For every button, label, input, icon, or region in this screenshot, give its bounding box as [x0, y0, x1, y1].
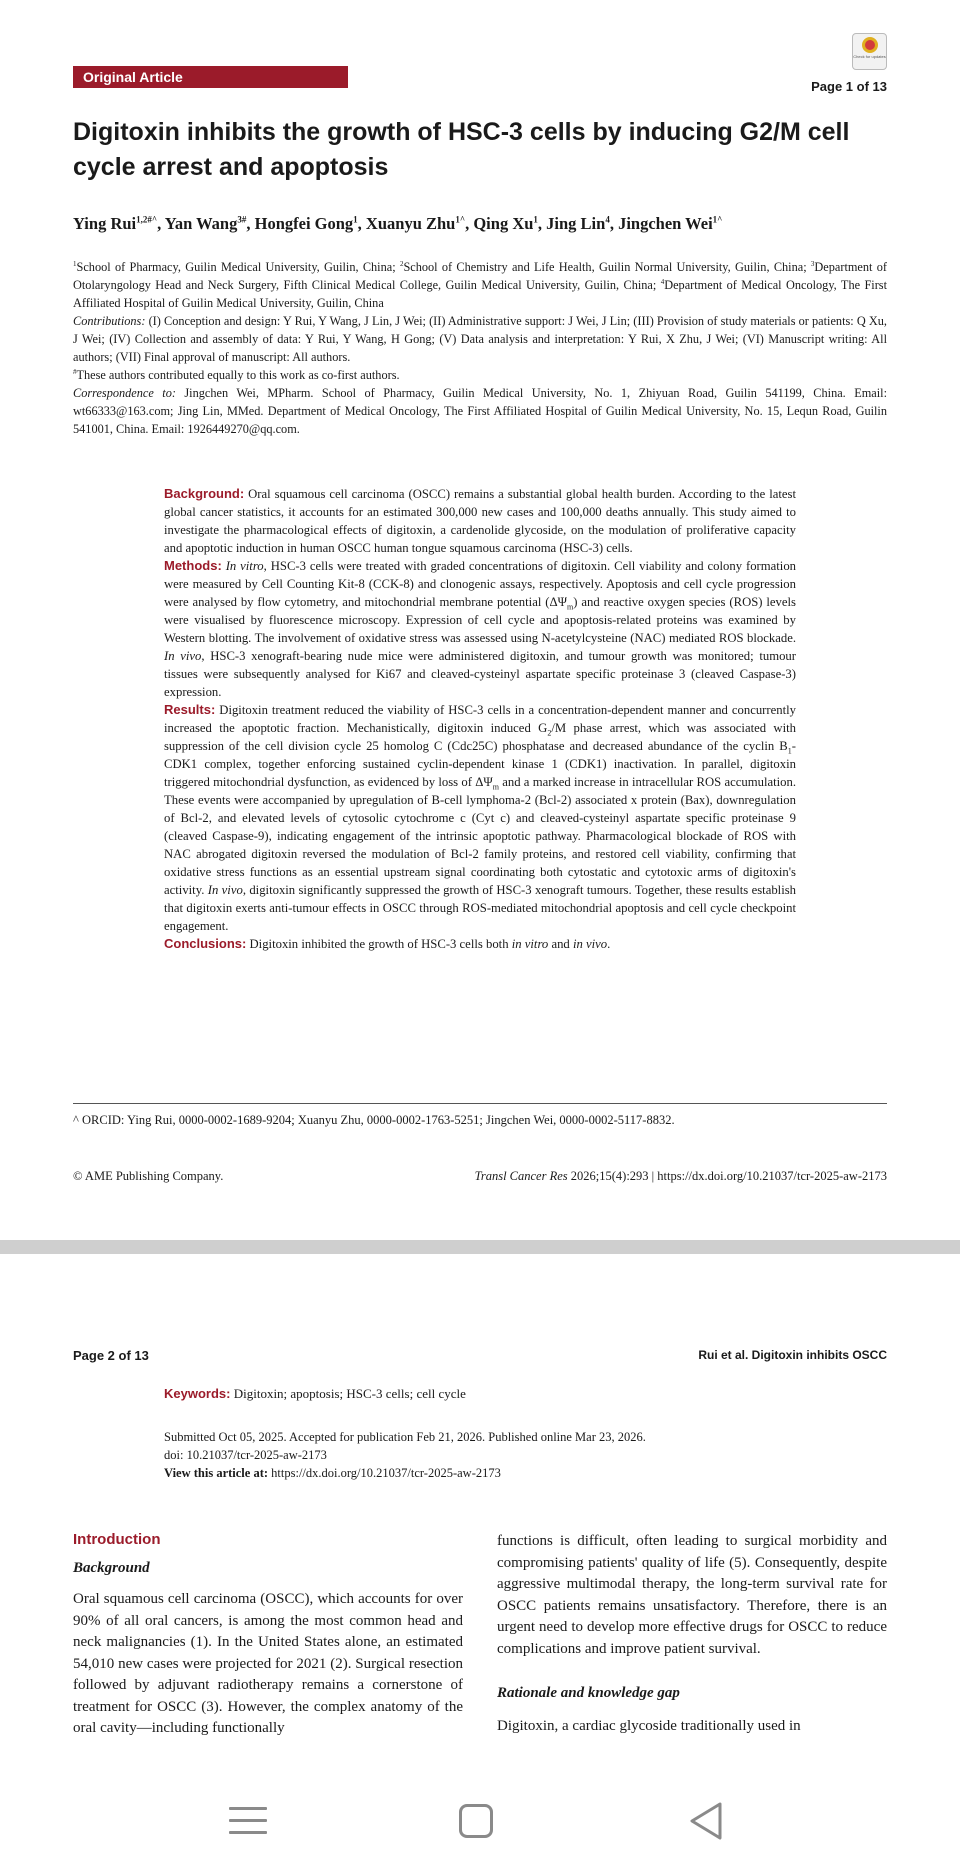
author-list: Ying Rui$^{1,2\#\^{}}$, Yan Wang$^{3\#}$, Hongfei Gong$^1$, Xuanyu Zhu$^{1\^{}}$, Qing Xu$^1$, Jing Lin$^4$, Jingchen Wei$^{1\^{}}$	[73, 214, 723, 233]
copyright-footer: © AME Publishing Company.	[73, 1169, 224, 1183]
view-article-link[interactable]: View this article at: https://dx.doi.org/10.21037/tcr-2025-aw-2173	[164, 1466, 501, 1480]
submission-dates: Submitted Oct 05, 2025. Accepted for publication Feb 21, 2026. Published online Mar 23, 2026.	[164, 1430, 646, 1444]
body-paragraph: Digitoxin, a cardiac glycoside traditionally used in	[497, 1718, 801, 1734]
body-column-left	[73, 1529, 463, 1740]
doi: doi: 10.21037/tcr-2025-aw-2173	[164, 1448, 327, 1462]
abstract	[164, 485, 796, 953]
author: Ying Rui	[73, 214, 137, 233]
author: Yan Wang	[164, 214, 238, 233]
citation-footer: Transl Cancer Res 2026;15(4):293 | https://dx.doi.org/10.21037/tcr-2025-aw-2173	[474, 1169, 887, 1183]
home-icon	[459, 1804, 493, 1838]
body-column-right	[497, 1531, 887, 1738]
contributions: Contributions: (I) Conception and design: Y Rui, Y Wang, J Lin, J Wei; (II) Administrative support: J Wei, J Lin; (III) Provision of study materials or patients: Q Xu, J Wei; (IV) Collection and assembly of data: Y Rui, Y Wang, H Gong; (V) Data analysis and interpretation: Y Rui, X Zhu, J Wei; (VI) Manuscript writing: All authors; (VII) Final approval of manuscript: All authors.	[73, 314, 887, 364]
section-heading: Introduction	[73, 1531, 161, 1548]
subsection-heading: Rationale and knowledge gap	[497, 1685, 680, 1701]
back-icon	[686, 1800, 726, 1842]
author: Qing Xu	[473, 214, 534, 233]
article-title: Digitoxin inhibits the growth of HSC-3 cells by inducing G2/M cell cycle arrest and apoptosis	[73, 118, 850, 181]
abstract-conclusions: Conclusions: Digitoxin inhibited the growth of HSC-3 cells both in vitro and in vivo.	[164, 936, 611, 951]
abstract-background: Background: Oral squamous cell carcinoma (OSCC) remains a substantial global health burden. According to the latest global cancer statistics, it accounts for an estimated 300,000 new cases and 100,000 deaths annually. This study aimed to investigate the pharmacological effects of digitoxin, a cardenolide glycoside, on the modulation of proliferative capacity and apoptotic induction in human OSCC human tongue squamous carcinoma (HSC-3) cells.	[164, 486, 796, 555]
page-number: Page 2 of 13	[73, 1348, 149, 1363]
system-navigation-bar	[0, 1774, 960, 1869]
keywords: Keywords: Digitoxin; apoptosis; HSC-3 cells; cell cycle	[164, 1386, 466, 1401]
check-updates-label: Check for updates	[853, 54, 886, 59]
author: Hongfei Gong	[254, 214, 354, 233]
affiliation-list: $^1$School of Pharmacy, Guilin Medical University, Guilin, China; $^2$School of Chemistry and Life Health, Guilin Normal University, Guilin, China; $^3$Department of Otolaryngology Head and Neck Surgery, Fifth Clinical Medical College, Guilin Medical University, Guilin, China; $^4$Department of Medical Oncology, The First Affiliated Hospital of Guilin Medical University, Guilin, China	[73, 259, 887, 310]
footnote-divider	[73, 1103, 887, 1104]
page-separator	[0, 1240, 960, 1254]
subsection-heading: Background	[73, 1560, 150, 1576]
orcid-footnote: ^ ORCID: Ying Rui, 0000-0002-1689-9204; Xuanyu Zhu, 0000-0002-1763-5251; Jingchen Wei, 0000-0002-5117-8832.	[73, 1113, 675, 1127]
co-first-note: #These authors contributed equally to this work as co-first authors.	[73, 367, 400, 382]
author: Jing Lin	[546, 214, 606, 233]
publication-info	[164, 1428, 646, 1482]
article-type-badge: Original Article	[73, 66, 348, 88]
recent-apps-button[interactable]	[218, 1796, 278, 1846]
page-number: Page 1 of 13	[811, 79, 887, 94]
abstract-methods: Methods: In vitro, HSC-3 cells were treated with graded concentrations of digitoxin. Cell viability and colony formation were measured by Cell Counting Kit-8 (CCK-8) and clonogenic assays, respectively. Apoptosis and cell cycle progression were analysed by flow cytometry, and mitochondrial membrane potential $(\Delta\Psi_m)$ and reactive oxygen species (ROS) levels were visualised by fluorescence microscopy. Expression of cell cycle and apoptosis-related proteins was examined by Western blotting. The involvement of oxidative stress was assessed using N-acetylcysteine (NAC) mediated ROS blockade. In vivo, HSC-3 xenograft-bearing nude mice were administered digitoxin, and tumour growth was monitored; tumour tissues were subsequently analysed for Ki67 and cleaved-cysteinyl aspartate specific proteinase 3 (cleaved Caspase-3) expression.	[164, 558, 797, 699]
abstract-results: Results: Digitoxin treatment reduced the viability of HSC-3 cells in a concentration-dependent manner and concurrently increased the apoptotic fraction. Mechanistically, digitoxin induced $G_2/M$ phase arrest, which was associated with suppression of the cell division cycle 25 homolog C (Cdc25C) phosphatase and decreased abundance of the cyclin $B_1-CDK1$ complex, together enforcing sustained cyclin-dependent kinase 1 (CDK1) inactivation. In parallel, digitoxin triggered mitochondrial dysfunction, as evidenced by loss of $\Delta\Psi_m$ and a marked increase in intracellular ROS accumulation. These events were accompanied by upregulation of B-cell lymphoma-2 (Bcl-2) associated x protein (Bax), downregulation of Bcl-2, and elevated levels of cytosolic cytochrome c (Cyt c) and cleaved-cysteinyl aspartate specific proteinase 9 (cleaved Caspase-9), indicating engagement of the intrinsic apoptotic pathway. Pharmacological blockade of ROS with NAC abrogated digitoxin reversed the modulation of Bcl-2 family proteins, and restored cell viability, confirming that oxidative stress functions as an essential upstream signal coordinating both cytostatic and cytotoxic arms of digitoxin's activity. In vivo, digitoxin significantly suppressed the growth of HSC-3 xenograft tumours. Together, these results establish that digitoxin exerts anti-tumour effects in OSCC through ROS-mediated mitochondrial apoptosis and cell cycle checkpoint engagement.	[164, 702, 797, 933]
home-button[interactable]	[446, 1796, 506, 1846]
pdf-page-2	[0, 1254, 960, 1774]
back-button[interactable]	[676, 1796, 736, 1846]
affiliations-block	[73, 258, 887, 438]
correspondence: Correspondence to: Jingchen Wei, MPharm. School of Pharmacy, Guilin Medical University, No. 1, Zhiyuan Road, Guilin 541199, China. Email: wt66333@163.com; Jing Lin, MMed. Department of Medical Oncology, The First Affiliated Hospital of Guilin Medical University, No. 15, Lequn Road, Guilin 541001, China. Email: 1926449270@qq.com.	[73, 386, 887, 436]
check-for-updates-icon[interactable]	[852, 33, 887, 70]
body-paragraph: functions is difficult, often leading to surgical morbidity and compromising patients' quality of life (5). Consequently, despite aggressive multimodal therapy, the long-term survival rate for OSCC patients remains unsatisfactory. Therefore, there is an urgent need to develop more effective drugs for OSCC to reduce complications and improve patient survival.	[497, 1533, 887, 1657]
recent-apps-icon	[229, 1805, 267, 1837]
body-paragraph: Oral squamous cell carcinoma (OSCC), which accounts for over 90% of all oral cancers, is among the most common head and neck malignancies (1). In the United States alone, an estimated 54,010 new cases were projected for 2021 (2). Surgical resection followed by adjuvant radiotherapy remains a cornerstone of treatment for OSCC (3). However, the complex anatomy of the oral cavity—including functionally	[73, 1591, 463, 1736]
author: Xuanyu Zhu	[365, 214, 456, 233]
running-head: Rui et al. Digitoxin inhibits OSCC	[698, 1348, 887, 1362]
doi-link[interactable]: 2026;15(4):293 | https://dx.doi.org/10.21037/tcr-2025-aw-2173	[567, 1169, 887, 1183]
author: Jingchen Wei	[618, 214, 713, 233]
